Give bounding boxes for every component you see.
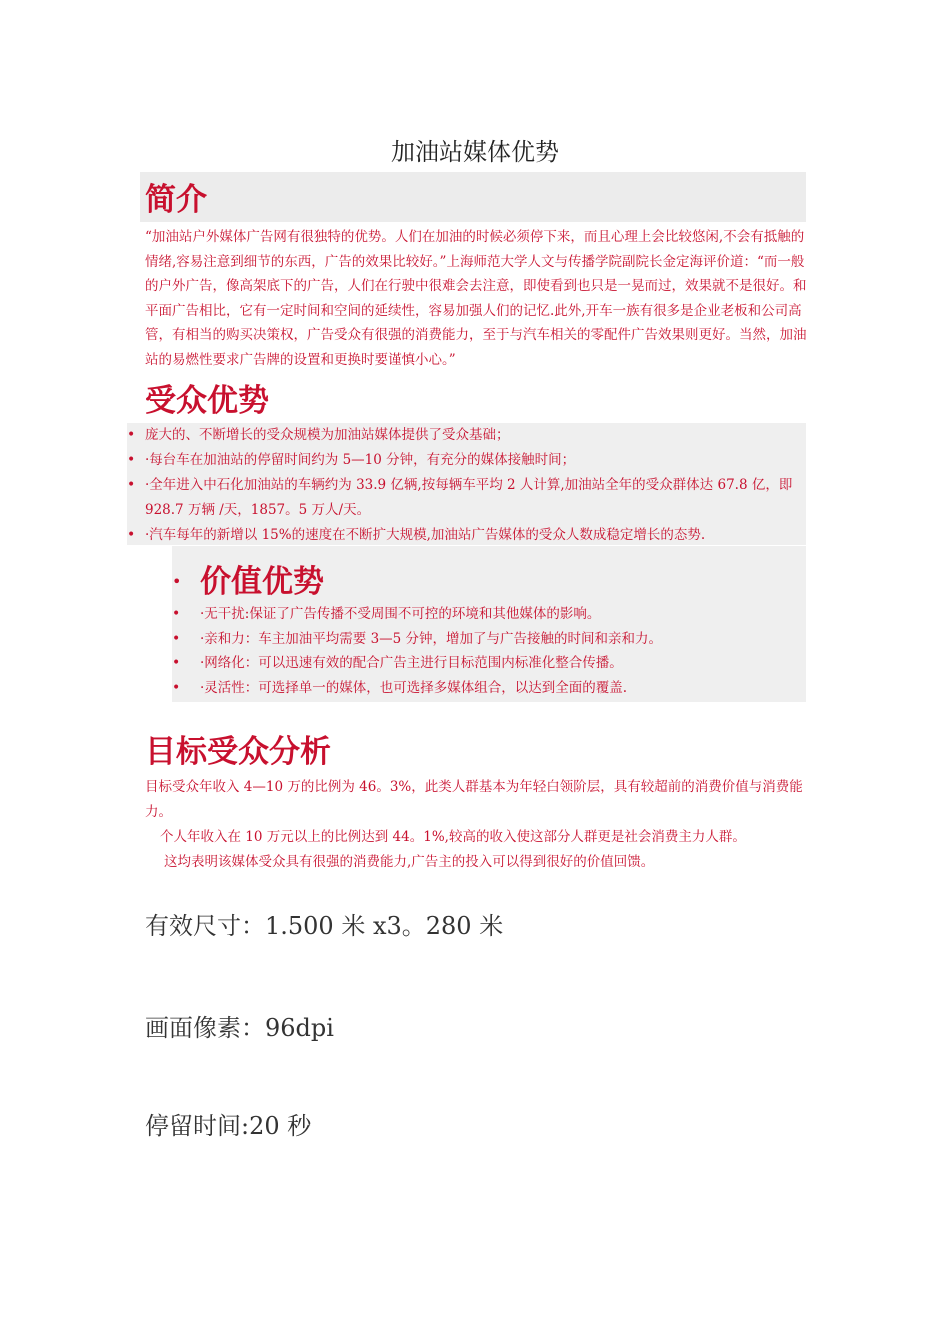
list-item — [172, 602, 806, 627]
target-paragraph-3: 这均表明该媒体受众具有很强的消费能力,广告主的投入可以得到很好的价值回馈。 — [164, 854, 655, 870]
list-item-text: 庞大的、不断增长的受众规模为加油站媒体提供了受众基础； — [145, 427, 510, 443]
bullet-icon: • — [172, 655, 181, 671]
list-item-text: ·亲和力：车主加油平均需要 3—5 分钟，增加了与广告接触的时间和亲和力。 — [200, 630, 663, 647]
bullet-icon: • — [127, 452, 136, 468]
bullet-icon: • — [172, 679, 181, 696]
list-item-text: ·每台车在加油站的停留时间约为 5—10 分钟，有充分的媒体接触时间； — [145, 452, 576, 468]
bullet-icon: • — [127, 427, 136, 443]
audience-list — [127, 423, 807, 548]
target-paragraph-1: 目标受众年收入 4—10 万的比例为 46。3%，此类人群基本为年轻白领阶层，具有较超前的消费价值与消费能力。 — [145, 779, 803, 820]
list-item — [172, 676, 806, 701]
intro-heading: 简介 — [145, 182, 207, 218]
list-item-text: ·汽车每年的新增以 15%的速度在不断扩大规模,加油站广告媒体的受众人数成稳定增长的态势. — [145, 527, 706, 543]
target-heading: 目标受众分析 — [145, 734, 331, 770]
list-item — [127, 423, 807, 448]
spec-effective-size: 有效尺寸：1.500 米 x3。280 米 — [145, 912, 504, 940]
spec-dwell-time: 停留时间:20 秒 — [145, 1112, 312, 1140]
value-heading: 价值优势 — [200, 564, 324, 600]
bullet-icon: • — [172, 572, 182, 591]
list-item-text: ·全年进入中石化加油站的车辆约为 33.9 亿辆,按每辆车平均 2 人计算,加油站全年的受众群体达 67.8 亿，即 928.7 万辆 /天，1857。5 万人/天。 — [145, 477, 793, 518]
intro-heading-band — [140, 172, 806, 222]
bullet-icon: • — [127, 477, 136, 493]
list-item — [127, 473, 807, 523]
document-title: 加油站媒体优势 — [391, 138, 559, 166]
spec-pixels: 画面像素：96dpi — [145, 1014, 334, 1042]
bullet-icon: • — [172, 606, 181, 622]
list-item-text: ·灵活性：可选择单一的媒体，也可选择多媒体组合，以达到全面的覆盖. — [200, 679, 628, 696]
list-item — [127, 448, 807, 473]
list-item-text: ·网络化：可以迅速有效的配合广告主进行目标范围内标准化整合传播。 — [200, 655, 623, 671]
intro-paragraph: “加油站户外媒体广告网有很独特的优势。人们在加油的时候必须停下来，而且心理上会比较悠闲,不会有抵触的情绪,容易注意到细节的东西，广告的效果比较好。”上海师范大学人文与传播学院副院长金定海评价道：“而一般的户外广告，像高架底下的广告，人们在行驶中很难会去注意，即使看到也只是一晃而过，效果就不是很好。和平面广告相比，它有一定时间和空间的延续性，容易加强人们的记忆.此外,开车一族有很多是企业老板和公司高管，有相当的购买决策权，广告受众有很强的消费能力，至于与汽车相关的零配件广告效果则更好。当然，加油站的易燃性要求广告牌的设置和更换时要谨慎小心。” — [145, 229, 807, 368]
target-paragraph-2: 个人年收入在 10 万元以上的比例达到 44。1%,较高的收入使这部分人群更是社会消费主力人群。 — [160, 829, 746, 845]
list-item-text: ·无干扰:保证了广告传播不受周围不可控的环境和其他媒体的影响。 — [200, 606, 601, 622]
value-list — [172, 602, 806, 700]
bullet-icon: • — [127, 527, 136, 543]
list-item — [172, 651, 806, 676]
bullet-icon: • — [172, 630, 181, 647]
audience-heading: 受众优势 — [145, 383, 269, 419]
list-item — [127, 523, 807, 548]
list-item — [172, 627, 806, 652]
